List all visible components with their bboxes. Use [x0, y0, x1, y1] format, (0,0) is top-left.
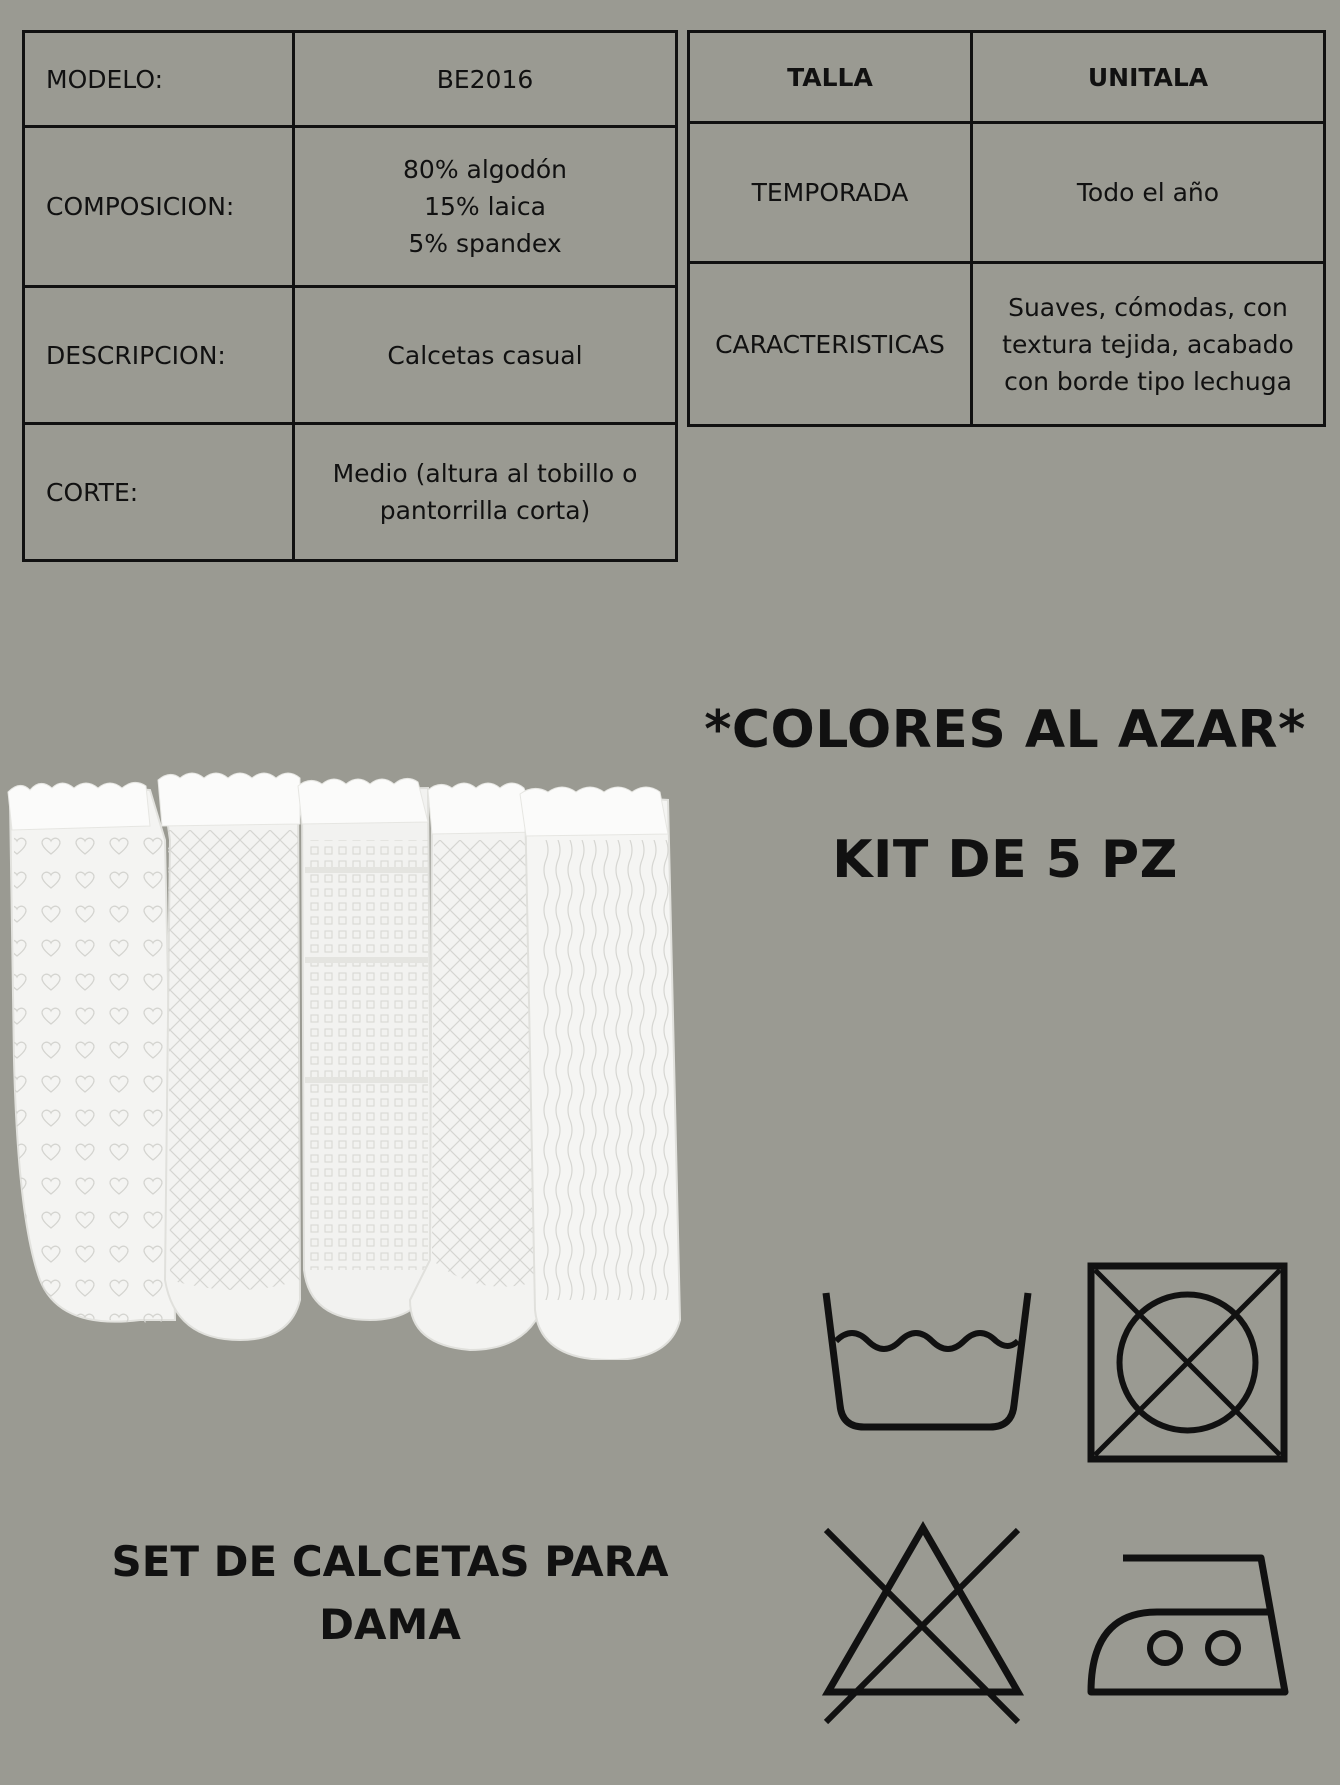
spec-value-line: textura tejida, acabado [1002, 329, 1294, 359]
spec-table-right [687, 30, 1326, 427]
spec-value [294, 127, 677, 287]
product-title [90, 1530, 690, 1656]
spec-value-line: 5% spandex [408, 229, 562, 258]
wash-tub-icon [820, 1285, 1040, 1435]
no-bleach-icon [818, 1520, 1028, 1730]
sock-hearts [8, 782, 175, 1322]
spec-row-descripcion [24, 287, 677, 424]
spec-value-line: Calcetas casual [387, 340, 583, 370]
spec-label: TEMPORADA [689, 123, 972, 263]
spec-value-line: BE2016 [436, 64, 534, 94]
spec-row-temporada [689, 123, 1325, 263]
spec-value-line: Medio (altura al tobillo o [332, 459, 638, 488]
sock-ribbed [520, 787, 680, 1360]
spec-value [972, 123, 1325, 263]
spec-value-line: 80% algodón [403, 155, 567, 184]
spec-value-line: Suaves, cómodas, con [1008, 292, 1288, 322]
sock-diamond [158, 773, 300, 1340]
spec-header-label: TALLA [689, 32, 972, 123]
colors-random-headline: *COLORES AL AZAR* [704, 700, 1306, 760]
spec-value-line: Todo el año [1076, 178, 1220, 207]
spec-value-line: pantorrilla corta) [379, 496, 591, 525]
spec-label: CARACTERISTICAS [689, 263, 972, 426]
sock-waffle [298, 778, 432, 1320]
spec-row-composicion [24, 127, 677, 287]
spec-row-modelo [24, 32, 677, 127]
spec-value-line: con borde tipo lechuga [1004, 366, 1292, 396]
spec-label: CORTE: [24, 424, 294, 561]
spec-table-left [22, 30, 678, 562]
spec-row-talla [689, 32, 1325, 123]
spec-value [972, 263, 1325, 426]
product-title-line: DAMA [319, 1600, 461, 1649]
no-tumble-dry-icon [1085, 1260, 1290, 1465]
spec-row-corte [24, 424, 677, 561]
kit-count-headline: KIT DE 5 PZ [832, 830, 1178, 890]
spec-value-line: 15% laica [424, 192, 546, 221]
spec-row-caracteristicas [689, 263, 1325, 426]
spec-label: DESCRIPCION: [24, 287, 294, 424]
spec-value [294, 424, 677, 561]
spec-label: MODELO: [24, 32, 294, 127]
spec-label: COMPOSICION: [24, 127, 294, 287]
iron-medium-icon [1085, 1550, 1295, 1700]
socks-product-image [0, 760, 690, 1360]
spec-header-value: UNITALA [972, 32, 1325, 123]
product-title-line: SET DE CALCETAS PARA [111, 1537, 669, 1586]
spec-value [294, 287, 677, 424]
spec-value [294, 32, 677, 127]
sock-diamond-bows [410, 783, 545, 1350]
